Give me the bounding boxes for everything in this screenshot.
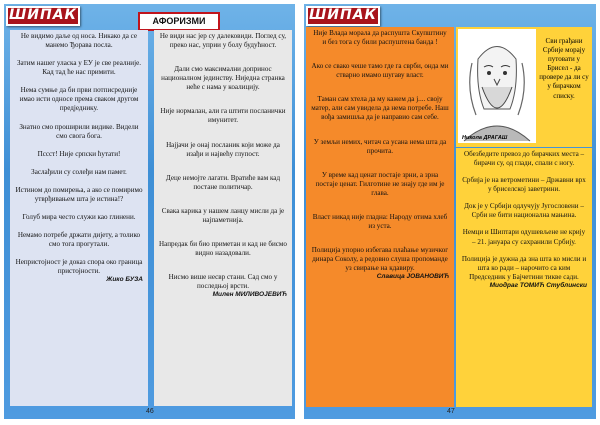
- aphorisms-column-buza: [10, 30, 148, 406]
- aphorism: Полиција упорно избегава плаћање музичког динара Соколу, а редовно слуша пропоманде уз свирање на кдавиру.: [311, 246, 449, 273]
- aphorisms-column-tomic: [456, 148, 592, 407]
- aphorism: Србија је на ветрометини – Државни врх у бриселској заветрини.: [462, 176, 586, 194]
- aphorism: Напредак би био приметан и кад не бисмо видно назадовали.: [159, 240, 287, 258]
- portrait-caption: Никола ДРАГАШ: [462, 135, 508, 141]
- aphorism: Деце немојте лагати. Вратиће вам кад постане политичар.: [165, 173, 281, 191]
- aphorism: Таман сам хтела да му кажем да ј.... своју матер, али сам увидела да нема потребе. Наш вођа замишља да је направио сам себе.: [311, 95, 449, 122]
- aphorism: У време кад ценат постаје зрни, а зрна постаје ценат. Гилготине не знају где им је глава.: [315, 170, 445, 197]
- aphorism: У земљи немих, читач са усана нема шта да прочита.: [313, 137, 447, 155]
- aphorism: Голуб мира често служи као глинени.: [22, 213, 136, 222]
- page-number: 46: [146, 408, 154, 415]
- author-signature: Славица ЈОВАНОВИЋ: [376, 273, 449, 281]
- aphorism: Непристојност је доказ спора око граница пристојности.: [15, 258, 143, 276]
- aphorism: Најјачи је онај пoслaник који може да изађи и највећу глупост.: [166, 140, 280, 158]
- aphorism: Немамо потребе држати дијету, а толико смо тога прогутали.: [17, 231, 141, 249]
- portrait-panel: [456, 27, 592, 147]
- aphorism: Немци и Шиптари одушевљене не крију – 21. јануара су сахранили Србију.: [462, 228, 586, 246]
- right-page: [304, 4, 596, 419]
- portrait-aphorism: Сви грађани Србије морају путовати у Брисел - да провере да ли су у бирачком списку.: [539, 37, 589, 100]
- aphorism: Ако се свако чешe тамо где га сврби, онда ми стварно имамо шугаву власт.: [311, 62, 449, 80]
- magazine-logo: ШИПАК: [306, 6, 380, 26]
- aphorisms-column-jovanovic: [306, 27, 454, 407]
- author-signature: Милен МИЛИВОЈЕВИЋ: [212, 291, 287, 299]
- aphorism: Није Влада морала да распушта Скупштину и без тога су били распуштена банда !: [313, 29, 447, 47]
- aphorism: Затим нашег уласка у ЕУ је све реалније. Кад тад ће нас примити.: [17, 59, 141, 77]
- author-signature: Жико БУЗА: [106, 276, 143, 284]
- page-number: 47: [447, 408, 455, 415]
- aphorism: Свака карика у нашем ланцу мисли да је најпаметнија.: [161, 206, 285, 224]
- aphorism: Обезбедите превоз до бирачких места – бирачи су, од глади, спали с ногу.: [463, 150, 585, 168]
- author-signature: Миодраг ТОМИЋ Стублински: [489, 281, 587, 289]
- aphorism: Нема сумње да би први потписредније имао исти односе према свакoм другом предједнику.: [19, 86, 139, 113]
- aphorism: Не види нас јер су далековиди. Поглед су, преко нас, уприи у болу будућност.: [159, 32, 287, 50]
- aphorism: Не видимо даље од носа. Никако да се манемо Ђорава посла.: [20, 32, 138, 50]
- aphorism: Заслађили су солеђи нам памет.: [31, 167, 127, 176]
- author-portrait: [458, 29, 536, 143]
- aphorism: Док је у Србији одлучују Југословени – Срби не бити национална мањина.: [464, 202, 584, 220]
- magazine-logo: ШИПАК: [6, 6, 80, 26]
- aphorism: Пссст! Није српски ћутати!: [37, 149, 121, 158]
- aphorism: Знатно смо проширили видике. Видели смо свога бога.: [19, 122, 139, 140]
- aphorism: Дали смо максимални допринос националном јединству. Ниједна странка нећe с нама у коалицију.: [161, 65, 285, 92]
- aphorism: Полиција је дужна да зна шта ко мисли и шта ко ради – нарочито са ким Председник у Бајчетини тикве сади.: [461, 254, 587, 281]
- aphorism: Нисмо више несвр стани. Сад смо у последњој врсти.: [168, 273, 278, 291]
- aphorisms-column-milivojevic: [154, 30, 292, 406]
- aphorism: Власт никад није гладна: Народу отима хлеб из уста.: [312, 212, 448, 231]
- left-page: [4, 4, 295, 419]
- section-title: АФОРИЗМИ: [138, 12, 220, 31]
- aphorism: Истином до помирења, а ако се помиримо утврђивањем шта је истина!?: [15, 185, 143, 203]
- aphorism: Није нормалан, али га штити посланички имунитет.: [160, 107, 286, 125]
- portrait-drawing: [458, 29, 536, 143]
